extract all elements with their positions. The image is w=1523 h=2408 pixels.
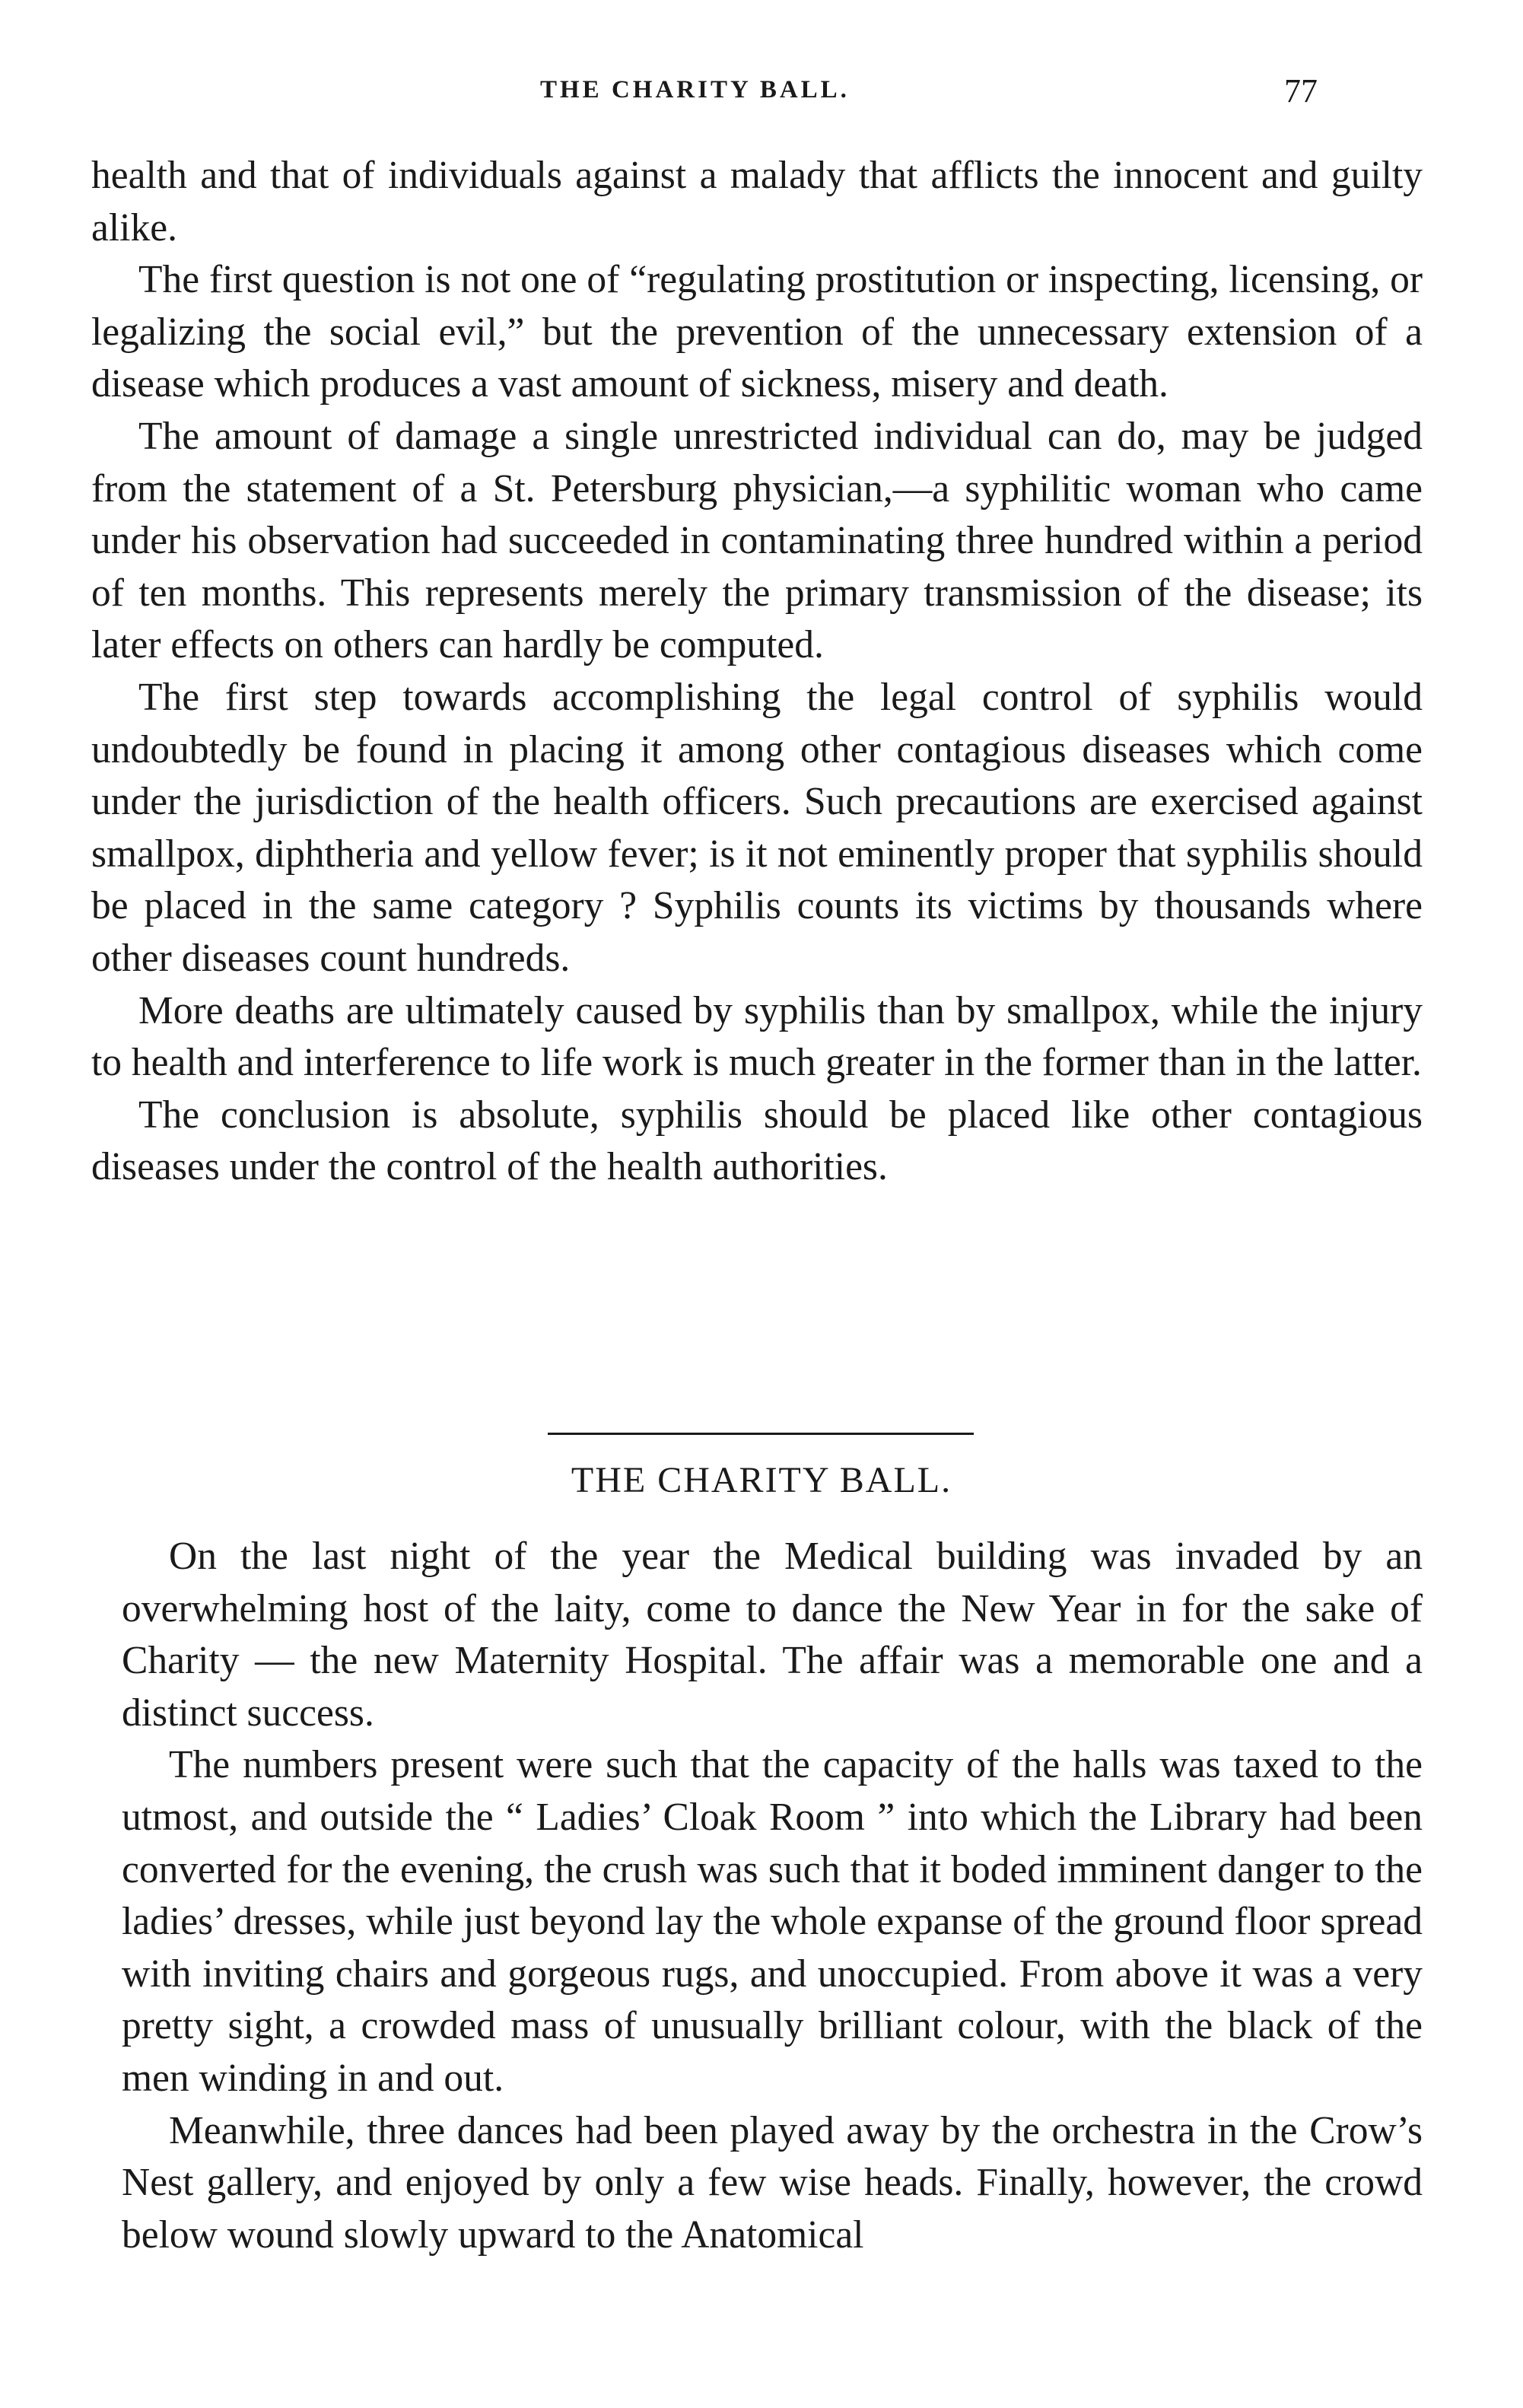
paragraph: health and that of individuals against a malady that afflicts the innocent and guilty alike.: [91, 154, 1423, 250]
running-head: [0, 72, 1523, 122]
paragraph: The first step towards accomplishing the legal control of syphilis would undoubtedly be found in placing it among other contagious diseases which come under the jurisdiction of the health officers. Such precautions are exercised against smallpox, diphtheria and yellow fever; is it not eminently proper that syphilis should be placed in the same category ? Syphilis counts its victims by thousands where other diseases count hundreds.: [91, 675, 1423, 980]
paragraph: More deaths are ultimately caused by syphilis than by smallpox, while the injury to health and interference to life work is much greater in the former than in the latter.: [91, 988, 1423, 1085]
paragraph: The conclusion is absolute, syphilis should be placed like other contagious diseases under the control of the health authorities.: [91, 1093, 1423, 1189]
paragraph: On the last night of the year the Medical building was invaded by an overwhelming host of the laity, come to dance the New Year in for the sake of Charity — the new Maternity Hospital. The affair was a memorable one and a distinct success.: [122, 1535, 1423, 1735]
charity-ball-article-text: [122, 1531, 1423, 2261]
running-title: THE CHARITY BALL.: [540, 76, 850, 103]
paragraph: The amount of damage a single unrestricted individual can do, may be judged from the statement of a St. Petersburg physician,—a syphilitic woman who came under his observation had succeeded in contaminating three hundred within a period of ten months. This represents merely the primary transmission of the disease; its later effects on others can hardly be computed.: [91, 414, 1423, 667]
article-continued-text: [91, 150, 1423, 1194]
paragraph: The first question is not one of “regulating prostitution or inspecting, licensing, or legalizing the social evil,” but the prevention of the unnecessary extension of a disease which produces a vast amount of sickness, misery and death.: [91, 258, 1423, 406]
paragraph: Meanwhile, three dances had been played away by the orchestra in the Crow’s Nest gallery, and enjoyed by only a few wise heads. Finally, however, the crowd below wound slowly upward to the Anatomical: [122, 2108, 1423, 2257]
section-divider: [548, 1433, 974, 1435]
page-number: 77: [1284, 72, 1318, 110]
section-heading: THE CHARITY BALL.: [571, 1460, 952, 1500]
paragraph: The numbers present were such that the capacity of the halls was taxed to the utmost, and outside the “ Ladies’ Cloak Room ” into which the Library had been converted for the evening, the crush was such that it boded imminent danger to the ladies’ dresses, while just beyond lay the whole expanse of the ground floor spread with inviting chairs and gorgeous rugs, and unoccupied. From above it was a very pretty sight, a crowded mass of unusually brilliant colour, with the black of the men winding in and out.: [122, 1743, 1423, 2100]
